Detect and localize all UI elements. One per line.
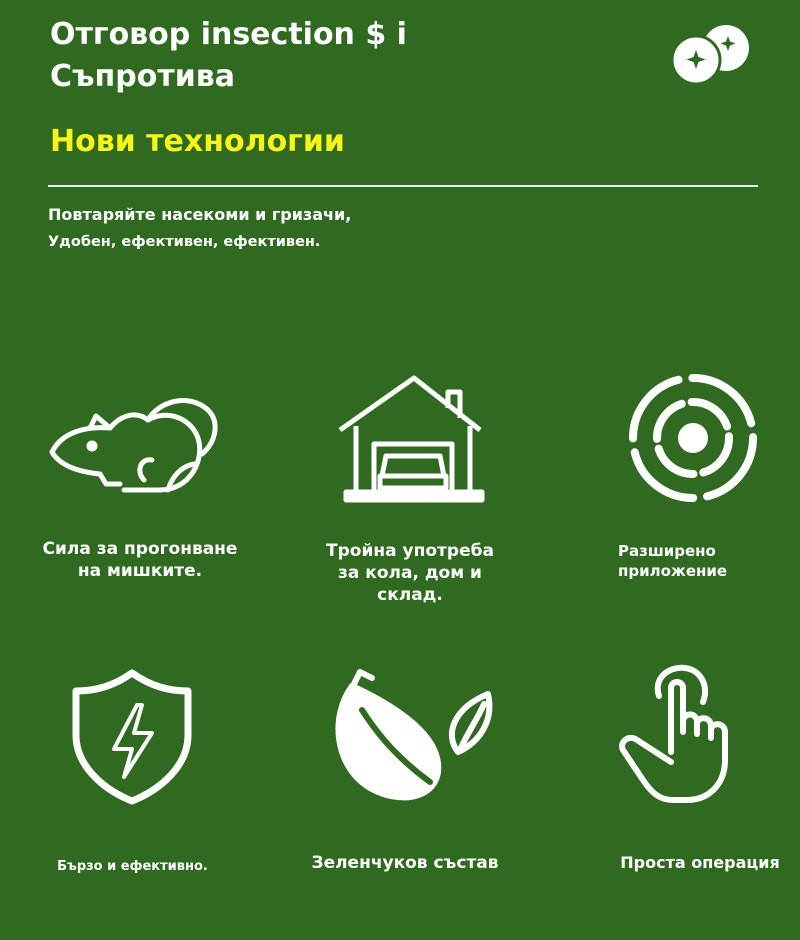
leaves-icon: [330, 668, 510, 808]
title-line-1: Отговор insection $ i: [50, 17, 407, 52]
divider: [48, 185, 758, 187]
feature-label-wide-application: Разширено приложение: [618, 542, 728, 580]
mouse-icon: [40, 380, 220, 520]
tap-hand-icon: [613, 660, 793, 800]
feature-label-vegetable-composition: Зеленчуков състав: [311, 853, 499, 873]
garage-house-icon: [320, 368, 500, 508]
feature-label-repel-mice: Сила за прогонване на мишките.: [42, 539, 238, 581]
page-title: [50, 14, 407, 98]
feature-label-fast-effective: Бързо и ефективно.: [57, 859, 208, 874]
title-line-2: Съпротива: [50, 59, 236, 94]
subtitle: Нови технологии: [50, 124, 345, 159]
shield-lightning-icon: [42, 665, 222, 805]
feature-label-easy-operation: Проста операция: [620, 853, 780, 872]
description-line-1: Повтаряйте насекоми и гризачи,: [48, 205, 352, 224]
blueberries-logo-icon: [668, 22, 754, 86]
target-icon: [603, 370, 783, 510]
description-line-2: Удобен, ефективен, ефективен.: [48, 234, 321, 250]
feature-label-triple-use: Тройна употреба за кола, дом и склад.: [326, 541, 494, 605]
